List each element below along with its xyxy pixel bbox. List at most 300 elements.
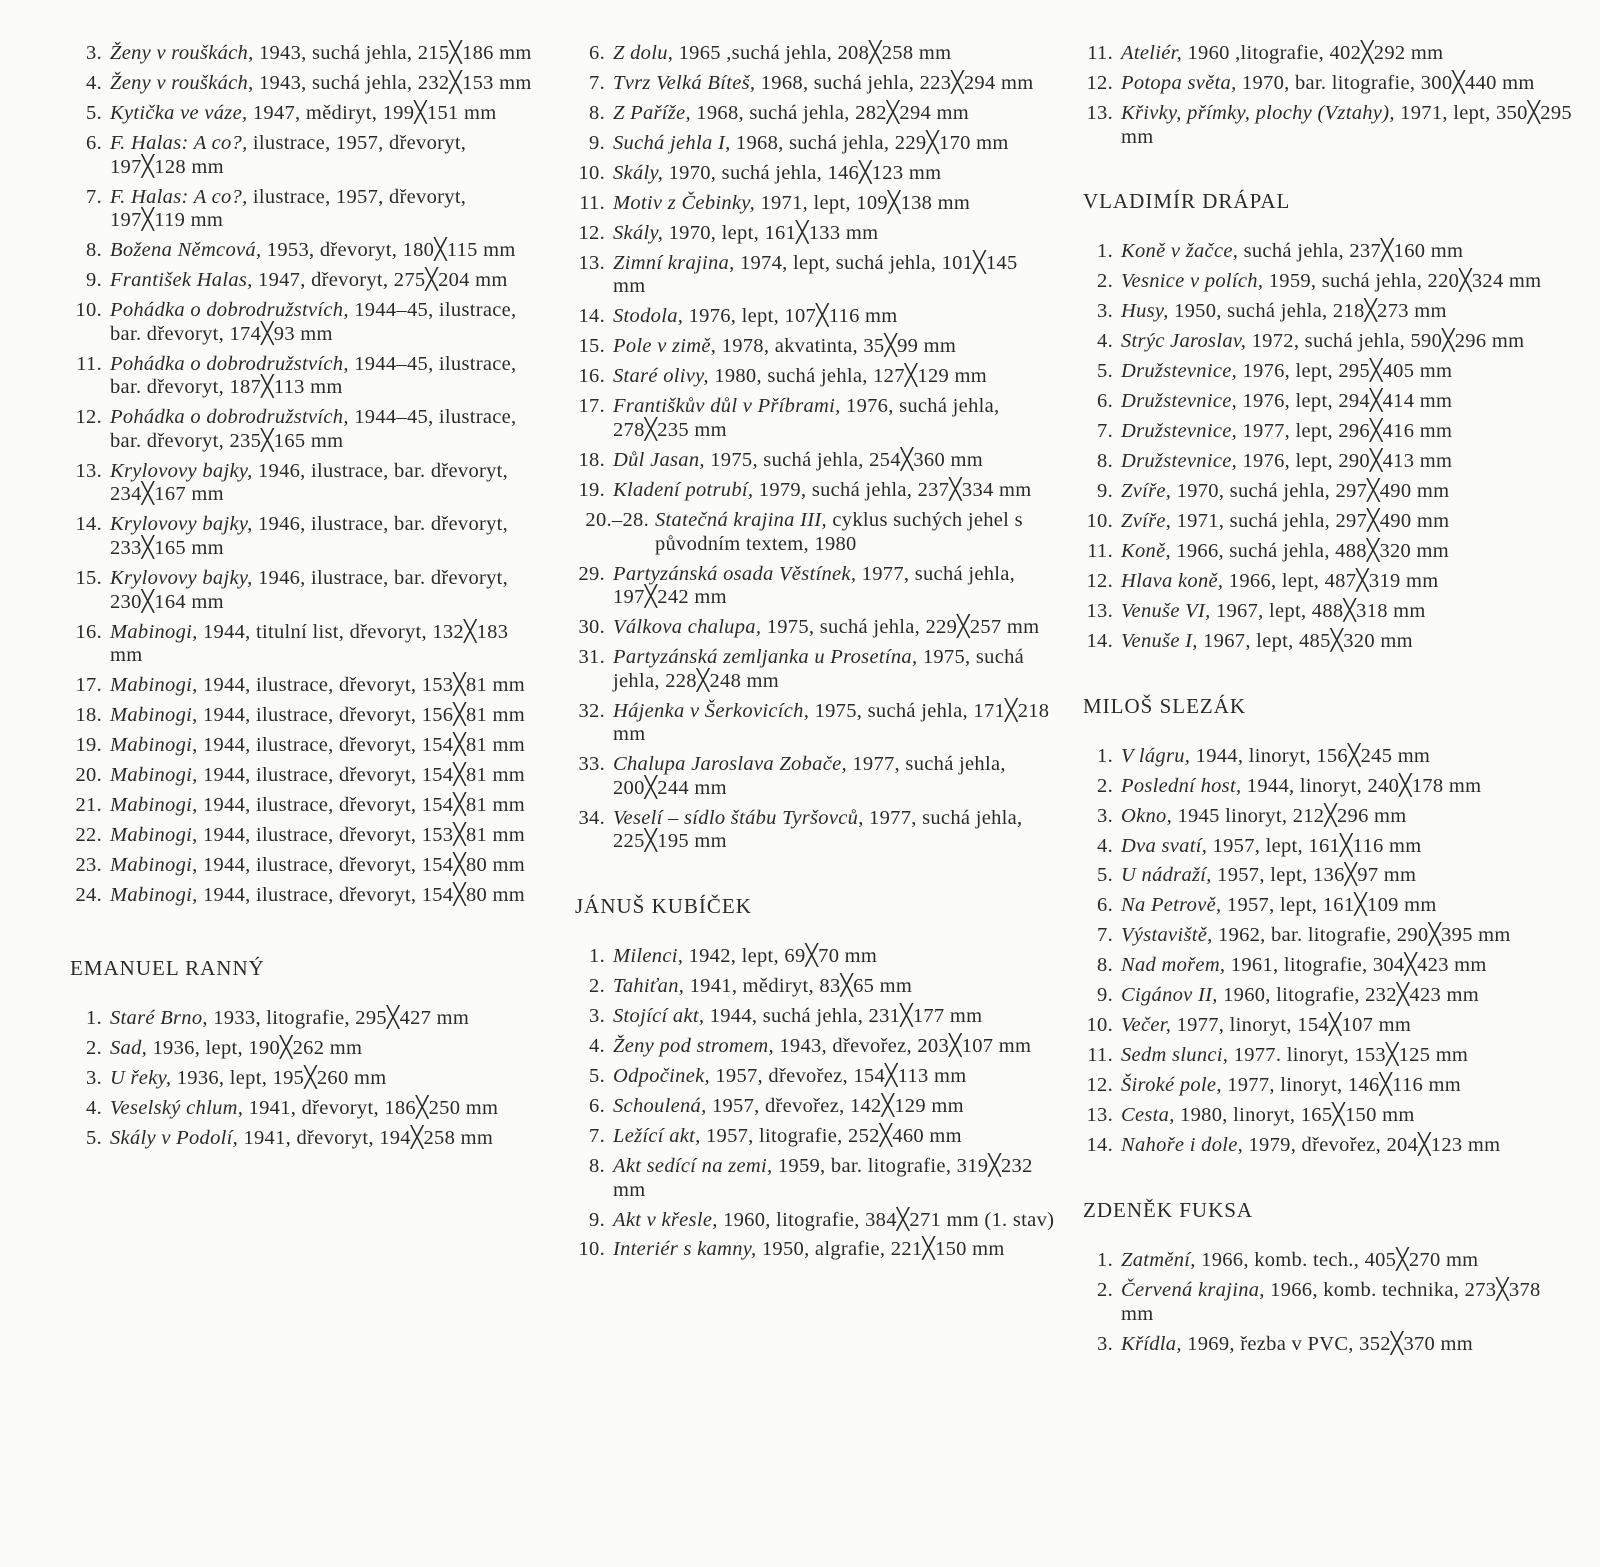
item-text xyxy=(1121,1014,1573,1038)
item-text xyxy=(1121,805,1573,829)
item-text xyxy=(613,449,1055,473)
artwork-details: 1941, dřevoryt, 194╳258 mm xyxy=(238,1126,494,1149)
item-number: 7. xyxy=(589,71,605,94)
list-item xyxy=(1073,360,1573,384)
artwork-details: 1936, lept, 190╳262 mm xyxy=(147,1036,363,1059)
artwork-title: Milenci, xyxy=(613,945,684,968)
list-item xyxy=(60,764,540,788)
list-item xyxy=(60,513,540,560)
artist-heading: JÁNUŠ KUBÍČEK xyxy=(575,894,752,919)
item-text xyxy=(110,824,540,848)
artwork-details: 1968, suchá jehla, 282╳294 mm xyxy=(690,101,969,124)
artwork-details: 1957, litografie, 252╳460 mm xyxy=(700,1124,962,1147)
artwork-details: 1944–45, ilustrace, bar. dřevoryt, 187╳113 mm xyxy=(110,352,517,399)
list-item xyxy=(1073,775,1573,799)
list-item xyxy=(565,192,1055,216)
item-number: 5. xyxy=(589,1064,605,1087)
list-item xyxy=(565,222,1055,246)
artwork-details: 1960 ,litografie, 402╳292 mm xyxy=(1182,42,1444,64)
artwork-details: 1974, lept, suchá jehla, 101╳145 mm xyxy=(613,251,1018,298)
item-number: 34. xyxy=(578,806,605,829)
artwork-title: Na Petrově, xyxy=(1121,894,1222,917)
list-item xyxy=(565,1065,1055,1089)
item-number: 2. xyxy=(86,1036,102,1059)
list-item xyxy=(565,132,1055,156)
item-text xyxy=(1121,630,1573,654)
item-number: 31. xyxy=(578,646,605,669)
item-text xyxy=(613,1035,1055,1059)
artist-heading: ZDENĚK FUKSA xyxy=(1083,1197,1254,1222)
item-text xyxy=(1121,1104,1573,1128)
artwork-details: 1946, ilustrace, bar. dřevoryt, 230╳164 mm xyxy=(110,566,509,613)
list-item xyxy=(565,646,1055,693)
list-item xyxy=(1073,390,1573,414)
artwork-title: Nad mořem, xyxy=(1121,954,1226,977)
item-number: 10. xyxy=(75,299,102,322)
item-text xyxy=(110,239,540,263)
artwork-title: Potopa světa, xyxy=(1121,71,1237,94)
list-item xyxy=(565,102,1055,126)
item-text xyxy=(1121,1134,1573,1158)
artwork-details: 1944, suchá jehla, 231╳177 mm xyxy=(704,1005,983,1027)
artwork-details: 1944–45, ilustrace, bar. dřevoryt, 235╳165 mm xyxy=(110,406,517,452)
list-item xyxy=(60,621,540,668)
list-item xyxy=(60,674,540,698)
list-item xyxy=(60,42,540,66)
artwork-details: 1968, suchá jehla, 223╳294 mm xyxy=(755,71,1034,94)
item-number: 2. xyxy=(589,975,605,998)
item-number: 6. xyxy=(86,131,102,154)
artwork-details: 1966, lept, 487╳319 mm xyxy=(1223,569,1439,592)
item-number: 30. xyxy=(578,616,605,639)
item-number: 33. xyxy=(578,753,605,776)
artwork-details: 1957, dřevořez, 154╳113 mm xyxy=(709,1064,967,1087)
artwork-title: Křivky, přímky, plochy (Vztahy), xyxy=(1121,101,1395,124)
artwork-title: Božena Němcová, xyxy=(110,239,262,262)
artwork-details: 1968, suchá jehla, 229╳170 mm xyxy=(730,131,1009,154)
list-item xyxy=(565,1095,1055,1119)
artwork-details: 1947, mědiryt, 199╳151 mm xyxy=(247,101,497,124)
artwork-title: Ležící akt, xyxy=(613,1124,701,1147)
item-number: 15. xyxy=(75,566,102,589)
list-item xyxy=(1073,1044,1573,1068)
artwork-title: Válkova chalupa, xyxy=(613,616,762,639)
artwork-details: 1943, suchá jehla, 215╳186 mm xyxy=(253,42,532,64)
artwork-list xyxy=(565,42,1055,854)
artwork-details: ilustrace, 1957, dřevoryt, 197╳128 mm xyxy=(110,131,467,178)
artwork-title: Mabinogi, xyxy=(110,764,198,787)
artwork-list xyxy=(60,42,540,908)
list-item xyxy=(565,1005,1055,1029)
artwork-title: Křídla, xyxy=(1121,1332,1182,1355)
list-item xyxy=(60,734,540,758)
item-text xyxy=(110,764,540,788)
item-text xyxy=(613,975,1055,999)
item-number: 13. xyxy=(578,251,605,274)
list-item xyxy=(1073,300,1573,324)
item-text xyxy=(1121,864,1573,888)
item-number: 3. xyxy=(1097,804,1113,827)
item-number: 6. xyxy=(1097,894,1113,917)
artwork-title: U nádraží, xyxy=(1121,864,1212,887)
artwork-title: Pohádka o dobrodružstvích, xyxy=(110,352,349,375)
item-text xyxy=(1121,540,1573,564)
item-number: 11. xyxy=(1087,540,1113,562)
item-text xyxy=(613,162,1055,186)
list-item xyxy=(1073,330,1573,354)
artwork-title: Zvíře, xyxy=(1121,510,1172,533)
artwork-title: Ženy v rouškách, xyxy=(110,71,254,94)
item-text xyxy=(1121,984,1573,1008)
list-item xyxy=(565,42,1055,66)
list-item xyxy=(60,824,540,848)
item-text xyxy=(110,353,540,400)
artwork-title: Vesnice v polích, xyxy=(1121,270,1264,293)
artwork-details: 1950, suchá jehla, 218╳273 mm xyxy=(1168,300,1447,323)
item-number: 14. xyxy=(1086,629,1113,652)
artwork-details: 1971, suchá jehla, 297╳490 mm xyxy=(1171,510,1450,533)
artwork-title: Dva svatí, xyxy=(1121,834,1208,857)
list-item xyxy=(60,239,540,263)
item-text xyxy=(110,102,540,126)
artwork-details: 1944, ilustrace, dřevoryt, 154╳80 mm xyxy=(197,854,526,877)
artwork-title: Stodola, xyxy=(613,305,684,328)
item-text xyxy=(613,807,1055,854)
item-text xyxy=(613,1095,1055,1119)
item-number: 11. xyxy=(1087,42,1113,64)
item-number: 6. xyxy=(589,42,605,64)
artwork-title: Zvíře, xyxy=(1121,480,1172,503)
list-item xyxy=(60,1097,540,1121)
artwork-details: 1933, litografie, 295╳427 mm xyxy=(207,1006,470,1029)
item-text xyxy=(1121,954,1573,978)
item-text xyxy=(1121,835,1573,859)
item-text xyxy=(613,1005,1055,1029)
list-item xyxy=(60,1067,540,1091)
item-text xyxy=(110,460,540,507)
item-number: 14. xyxy=(75,513,102,536)
list-item xyxy=(1073,894,1573,918)
artwork-title: Pohádka o dobrodružstvích, xyxy=(110,406,349,429)
list-item xyxy=(1073,480,1573,504)
item-number: 13. xyxy=(75,459,102,482)
artwork-details: 1962, bar. litografie, 290╳395 mm xyxy=(1212,924,1511,947)
artwork-details: 1969, řezba v PVC, 352╳370 mm xyxy=(1181,1332,1474,1355)
item-number: 7. xyxy=(86,185,102,208)
item-text xyxy=(110,132,540,179)
list-item xyxy=(1073,924,1573,948)
list-item xyxy=(1073,745,1573,769)
list-item xyxy=(1073,984,1573,1008)
item-number: 10. xyxy=(1086,510,1113,533)
artwork-details: 1970, suchá jehla, 146╳123 mm xyxy=(663,161,942,184)
item-text xyxy=(1121,330,1573,354)
artwork-title: Večer, xyxy=(1121,1014,1172,1037)
item-text xyxy=(1121,1074,1573,1098)
artwork-list xyxy=(1073,1249,1573,1356)
artwork-title: Krylovovy bajky, xyxy=(110,459,253,482)
item-number: 10. xyxy=(578,1238,605,1261)
item-number: 20.–28. xyxy=(585,508,649,531)
artwork-title: Partyzánská osada Věstínek, xyxy=(613,562,857,585)
list-item xyxy=(1073,1249,1573,1273)
artwork-title: Mabinogi, xyxy=(110,794,198,817)
artwork-title: Staré Brno, xyxy=(110,1006,208,1029)
item-number: 1. xyxy=(589,945,605,968)
item-text xyxy=(1121,72,1573,96)
artwork-details: 1944, ilustrace, dřevoryt, 153╳81 mm xyxy=(197,824,526,847)
artwork-title: Cigánov II, xyxy=(1121,984,1218,1007)
artwork-title: Skály, xyxy=(613,221,664,244)
list-item xyxy=(565,616,1055,640)
artwork-details: 1944, ilustrace, dřevoryt, 154╳81 mm xyxy=(197,764,526,787)
item-number: 6. xyxy=(1097,390,1113,413)
artwork-title: Akt v křesle, xyxy=(613,1208,718,1231)
item-text xyxy=(1121,1249,1573,1273)
artwork-details: 1941, mědiryt, 83╳65 mm xyxy=(684,975,913,998)
list-item xyxy=(565,365,1055,389)
artwork-details: 1976, lept, 107╳116 mm xyxy=(683,305,898,328)
item-text xyxy=(1121,570,1573,594)
list-item xyxy=(60,1127,540,1151)
item-text xyxy=(110,186,540,233)
list-item xyxy=(565,449,1055,473)
item-number: 9. xyxy=(86,269,102,292)
item-number: 8. xyxy=(589,101,605,124)
artwork-title: Důl Jasan, xyxy=(613,449,705,471)
list-item xyxy=(60,794,540,818)
artwork-details: 1961, litografie, 304╳423 mm xyxy=(1225,954,1487,977)
item-text xyxy=(1121,42,1573,66)
item-number: 19. xyxy=(75,734,102,757)
list-item xyxy=(60,269,540,293)
artwork-details: 1944, ilustrace, dřevoryt, 154╳81 mm xyxy=(197,734,526,757)
list-item xyxy=(60,460,540,507)
artwork-title: Zatmění, xyxy=(1121,1248,1196,1271)
artwork-title: Hájenka v Šerkovicích, xyxy=(613,699,810,722)
item-text xyxy=(613,42,1055,66)
item-text xyxy=(110,794,540,818)
artwork-details: 1936, lept, 195╳260 mm xyxy=(171,1066,387,1089)
artwork-title: Mabinogi, xyxy=(110,884,198,907)
list-item xyxy=(1073,1333,1573,1357)
item-number: 3. xyxy=(86,1066,102,1089)
item-number: 15. xyxy=(578,335,605,358)
artwork-title: Chalupa Jaroslava Zobače, xyxy=(613,753,847,776)
item-number: 7. xyxy=(589,1124,605,1147)
item-text xyxy=(110,42,540,66)
artwork-title: Koně, xyxy=(1121,540,1171,562)
item-number: 2. xyxy=(1097,270,1113,293)
artwork-title: U řeky, xyxy=(110,1066,172,1089)
item-number: 4. xyxy=(86,1096,102,1119)
item-text xyxy=(613,945,1055,969)
item-number: 3. xyxy=(1097,1332,1113,1355)
artwork-title: Veselský chlum, xyxy=(110,1096,244,1119)
list-item xyxy=(60,186,540,233)
list-item xyxy=(1073,864,1573,888)
artist-heading: VLADIMÍR DRÁPAL xyxy=(1083,189,1291,214)
item-number: 8. xyxy=(1097,954,1113,977)
artwork-details: 1976, suchá jehla, 278╳235 mm xyxy=(613,395,1000,442)
artwork-title: Odpočinek, xyxy=(613,1064,710,1087)
item-number: 5. xyxy=(1097,864,1113,887)
item-text xyxy=(110,567,540,614)
item-number: 12. xyxy=(1086,71,1113,94)
list-item xyxy=(1073,1134,1573,1158)
item-number: 9. xyxy=(589,131,605,154)
list-item xyxy=(1073,1074,1573,1098)
item-text xyxy=(1121,745,1573,769)
item-number: 24. xyxy=(75,884,102,907)
artwork-title: Statečná krajina III, xyxy=(655,508,827,531)
artwork-details: 1970, lept, 161╳133 mm xyxy=(663,221,879,244)
item-number: 11. xyxy=(1087,1044,1113,1067)
list-item xyxy=(1073,570,1573,594)
artwork-title: V lágru, xyxy=(1121,744,1191,767)
artwork-details: 1959, bar. litografie, 319╳232 mm xyxy=(613,1154,1033,1201)
artwork-title: Nahoře i dole, xyxy=(1121,1134,1244,1157)
artwork-title: Mabinogi, xyxy=(110,620,198,643)
item-text xyxy=(1121,775,1573,799)
artwork-title: Staré olivy, xyxy=(613,365,709,388)
artwork-details: 1977, linoryt, 146╳116 mm xyxy=(1221,1074,1461,1097)
item-number: 1. xyxy=(86,1006,102,1029)
artwork-title: Výstaviště, xyxy=(1121,924,1213,947)
item-number: 23. xyxy=(75,854,102,877)
artwork-title: Mabinogi, xyxy=(110,824,198,847)
list-item xyxy=(1073,954,1573,978)
artwork-title: Pole v zimě, xyxy=(613,335,717,358)
item-text xyxy=(1121,450,1573,474)
item-number: 13. xyxy=(1086,599,1113,622)
column-1 xyxy=(60,42,540,1157)
list-item xyxy=(1073,240,1573,264)
artwork-details: 1975, suchá jehla, 171╳218 mm xyxy=(613,699,1050,746)
item-text xyxy=(613,646,1055,693)
artwork-details: 1976, lept, 295╳405 mm xyxy=(1237,360,1453,383)
list-item xyxy=(565,395,1055,442)
artwork-details: 1942, lept, 69╳70 mm xyxy=(683,945,878,968)
artwork-details: suchá jehla, 237╳160 mm xyxy=(1238,240,1464,263)
item-text xyxy=(1121,390,1573,414)
artwork-details: 1966, komb. technika, 273╳378 mm xyxy=(1121,1278,1541,1325)
artwork-details: 1957, lept, 161╳116 mm xyxy=(1207,834,1422,857)
artwork-title: Okno, xyxy=(1121,804,1173,827)
artwork-title: Zimní krajina, xyxy=(613,251,735,274)
artwork-title: Strýc Jaroslav, xyxy=(1121,330,1247,353)
artwork-details: 1972, suchá jehla, 590╳296 mm xyxy=(1246,330,1525,353)
artwork-title: Kladení potrubí, xyxy=(613,478,754,501)
item-text xyxy=(110,1007,540,1031)
artwork-details: 1977. linoryt, 153╳125 mm xyxy=(1228,1044,1469,1067)
artwork-details: 1960, litografie, 384╳271 mm (1. stav) xyxy=(717,1208,1055,1231)
item-text xyxy=(1121,894,1573,918)
artwork-details: 1975, suchá jehla, 229╳257 mm xyxy=(761,616,1040,639)
item-number: 18. xyxy=(578,449,605,471)
artwork-title: Skály v Podolí, xyxy=(110,1126,239,1149)
artwork-details: 1943, suchá jehla, 232╳153 mm xyxy=(253,71,532,94)
item-text xyxy=(613,252,1055,299)
item-number: 4. xyxy=(1097,330,1113,353)
item-text xyxy=(110,1067,540,1091)
artwork-details: 1976, lept, 290╳413 mm xyxy=(1237,450,1453,473)
item-text xyxy=(613,1209,1055,1233)
item-number: 3. xyxy=(1097,300,1113,323)
item-text xyxy=(613,102,1055,126)
item-number: 13. xyxy=(1086,1104,1113,1127)
list-item xyxy=(565,335,1055,359)
item-number: 5. xyxy=(86,101,102,124)
artwork-title: Mabinogi, xyxy=(110,734,198,757)
list-item xyxy=(1073,72,1573,96)
list-item xyxy=(60,1037,540,1061)
artwork-details: cyklus suchých jehel s původním textem, 1980 xyxy=(655,508,1023,555)
item-text xyxy=(110,513,540,560)
artwork-details: 1947, dřevoryt, 275╳204 mm xyxy=(252,269,508,292)
item-number: 1. xyxy=(1097,744,1113,767)
list-item xyxy=(60,884,540,908)
list-item xyxy=(1073,540,1573,564)
item-text xyxy=(110,1127,540,1151)
artwork-details: ilustrace, 1957, dřevoryt, 197╳119 mm xyxy=(110,185,467,232)
list-item xyxy=(1073,270,1573,294)
item-text xyxy=(1121,270,1573,294)
item-text xyxy=(613,1238,1055,1262)
item-text xyxy=(1121,510,1573,534)
artwork-details: 1957, lept, 136╳97 mm xyxy=(1211,864,1417,887)
list-item xyxy=(565,975,1055,999)
artwork-details: 1977, linoryt, 154╳107 mm xyxy=(1171,1014,1412,1037)
item-text xyxy=(613,1065,1055,1089)
artwork-details: 1941, dřevoryt, 186╳250 mm xyxy=(243,1096,499,1119)
artwork-title: Hlava koně, xyxy=(1121,569,1224,592)
list-item xyxy=(60,102,540,126)
list-item xyxy=(60,704,540,728)
artwork-details: 1957, dřevořez, 142╳129 mm xyxy=(706,1094,964,1117)
item-number: 12. xyxy=(1086,1074,1113,1097)
item-number: 8. xyxy=(589,1154,605,1177)
item-text xyxy=(110,299,540,346)
item-number: 4. xyxy=(86,71,102,94)
item-text xyxy=(1121,480,1573,504)
artwork-details: 1957, lept, 161╳109 mm xyxy=(1221,894,1437,917)
list-item xyxy=(565,509,1055,556)
item-text xyxy=(613,753,1055,800)
item-number: 4. xyxy=(589,1034,605,1057)
item-number: 21. xyxy=(75,794,102,817)
artwork-title: Družstevnice, xyxy=(1121,420,1238,443)
item-text xyxy=(1121,360,1573,384)
artwork-details: 1977, suchá jehla, 197╳242 mm xyxy=(613,562,1016,609)
column-3 xyxy=(1073,42,1573,1362)
item-number: 32. xyxy=(578,699,605,722)
artwork-list xyxy=(1073,745,1573,1158)
item-text xyxy=(613,192,1055,216)
item-text xyxy=(1121,102,1573,149)
item-number: 14. xyxy=(1086,1134,1113,1157)
artwork-details: 1966, suchá jehla, 488╳320 mm xyxy=(1170,540,1450,562)
column-2 xyxy=(565,42,1055,1268)
list-item xyxy=(565,700,1055,747)
artwork-details: 1970, bar. litografie, 300╳440 mm xyxy=(1236,71,1535,94)
item-text xyxy=(110,884,540,908)
item-text xyxy=(613,365,1055,389)
item-number: 10. xyxy=(578,161,605,184)
artwork-title: Schoulená, xyxy=(613,1094,707,1117)
list-item xyxy=(565,72,1055,96)
artwork-details: 1944–45, ilustrace, bar. dřevoryt, 174╳93 mm xyxy=(110,299,517,345)
